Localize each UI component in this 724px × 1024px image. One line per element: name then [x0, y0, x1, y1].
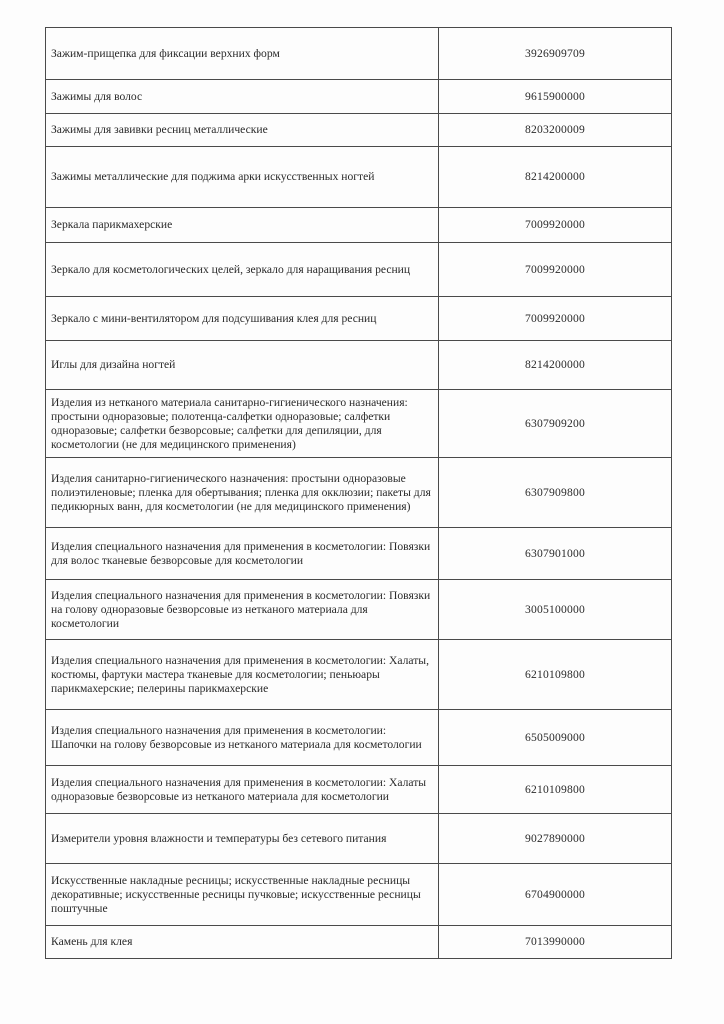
table-row: [46, 640, 672, 710]
tn-ved-code-cell: 7013990000: [439, 926, 672, 959]
tn-ved-code-cell: 8214200000: [439, 147, 672, 208]
tn-ved-code-cell: 6307909200: [439, 390, 672, 458]
tn-ved-code-cell: 3005100000: [439, 580, 672, 640]
product-name-cell: Изделия специального назначения для применения в косметологии: Шапочки на голову безворсовые из нетканого материала для косметологии: [46, 710, 439, 766]
table-row: [46, 458, 672, 528]
tn-ved-code-cell: 6210109800: [439, 640, 672, 710]
product-name-cell: Зажимы для волос: [46, 80, 439, 114]
table-row: [46, 28, 672, 80]
product-name-cell: Зажим-прищепка для фиксации верхних форм: [46, 28, 439, 80]
table-row: [46, 114, 672, 147]
product-name-cell: Изделия специального назначения для применения в косметологии: Повязки для волос тканевые безворсовые для косметологии: [46, 528, 439, 580]
table-row: [46, 147, 672, 208]
product-name-cell: Зеркала парикмахерские: [46, 208, 439, 243]
tn-ved-code-cell: 9027890000: [439, 814, 672, 864]
tn-ved-code-cell: 6505009000: [439, 710, 672, 766]
product-codes-table: [45, 27, 672, 959]
table-row: [46, 297, 672, 341]
tn-ved-code-cell: 7009920000: [439, 243, 672, 297]
table-row: [46, 390, 672, 458]
product-name-cell: Зеркало с мини-вентилятором для подсушивания клея для ресниц: [46, 297, 439, 341]
product-name-cell: Изделия санитарно-гигиенического назначения: простыни одноразовые полиэтиленовые; пленка для обертывания; пленка для окклюзии; пакеты для педикюрных ванн, для косметологии (не для медицинского применения): [46, 458, 439, 528]
product-name-cell: Иглы для дизайна ногтей: [46, 341, 439, 390]
tn-ved-code-cell: 7009920000: [439, 297, 672, 341]
table-row: [46, 528, 672, 580]
product-name-cell: Искусственные накладные ресницы; искусственные накладные ресницы декоративные; искусственные ресницы пучковые; искусственные ресницы поштучные: [46, 864, 439, 926]
product-name-cell: Зажимы для завивки ресниц металлические: [46, 114, 439, 147]
table-row: [46, 710, 672, 766]
tn-ved-code-cell: 6307909800: [439, 458, 672, 528]
product-name-cell: Камень для клея: [46, 926, 439, 959]
product-name-cell: Зеркало для косметологических целей, зеркало для наращивания ресниц: [46, 243, 439, 297]
table-row: [46, 580, 672, 640]
tn-ved-code-cell: 8203200009: [439, 114, 672, 147]
table-row: [46, 208, 672, 243]
product-name-cell: Изделия специального назначения для применения в косметологии: Халаты одноразовые безворсовые из нетканого материала для косметологии: [46, 766, 439, 814]
table-row: [46, 926, 672, 959]
tn-ved-code-cell: 6210109800: [439, 766, 672, 814]
tn-ved-code-cell: 6307901000: [439, 528, 672, 580]
table-row: [46, 80, 672, 114]
table-row: [46, 864, 672, 926]
product-name-cell: Изделия специального назначения для применения в косметологии: Халаты, костюмы, фартуки мастера тканевые для косметологии; пеньюары парикмахерские; пелерины парикмахерские: [46, 640, 439, 710]
product-name-cell: Измерители уровня влажности и температуры без сетевого питания: [46, 814, 439, 864]
tn-ved-code-cell: 7009920000: [439, 208, 672, 243]
table-row: [46, 766, 672, 814]
product-name-cell: Изделия специального назначения для применения в косметологии: Повязки на голову одноразовые безворсовые из нетканого материала для косметологии: [46, 580, 439, 640]
table-body: [46, 28, 672, 959]
table-row: [46, 341, 672, 390]
table-row: [46, 243, 672, 297]
table-row: [46, 814, 672, 864]
tn-ved-code-cell: 6704900000: [439, 864, 672, 926]
tn-ved-code-cell: 3926909709: [439, 28, 672, 80]
tn-ved-code-cell: 9615900000: [439, 80, 672, 114]
product-name-cell: Изделия из нетканого материала санитарно-гигиенического назначения: простыни одноразовые; полотенца-салфетки одноразовые; салфетки одноразовые; салфетки безворсовые; салфетки для депиляции, для косметологии (не для медицинского применения): [46, 390, 439, 458]
product-name-cell: Зажимы металлические для поджима арки искусственных ногтей: [46, 147, 439, 208]
tn-ved-code-cell: 8214200000: [439, 341, 672, 390]
